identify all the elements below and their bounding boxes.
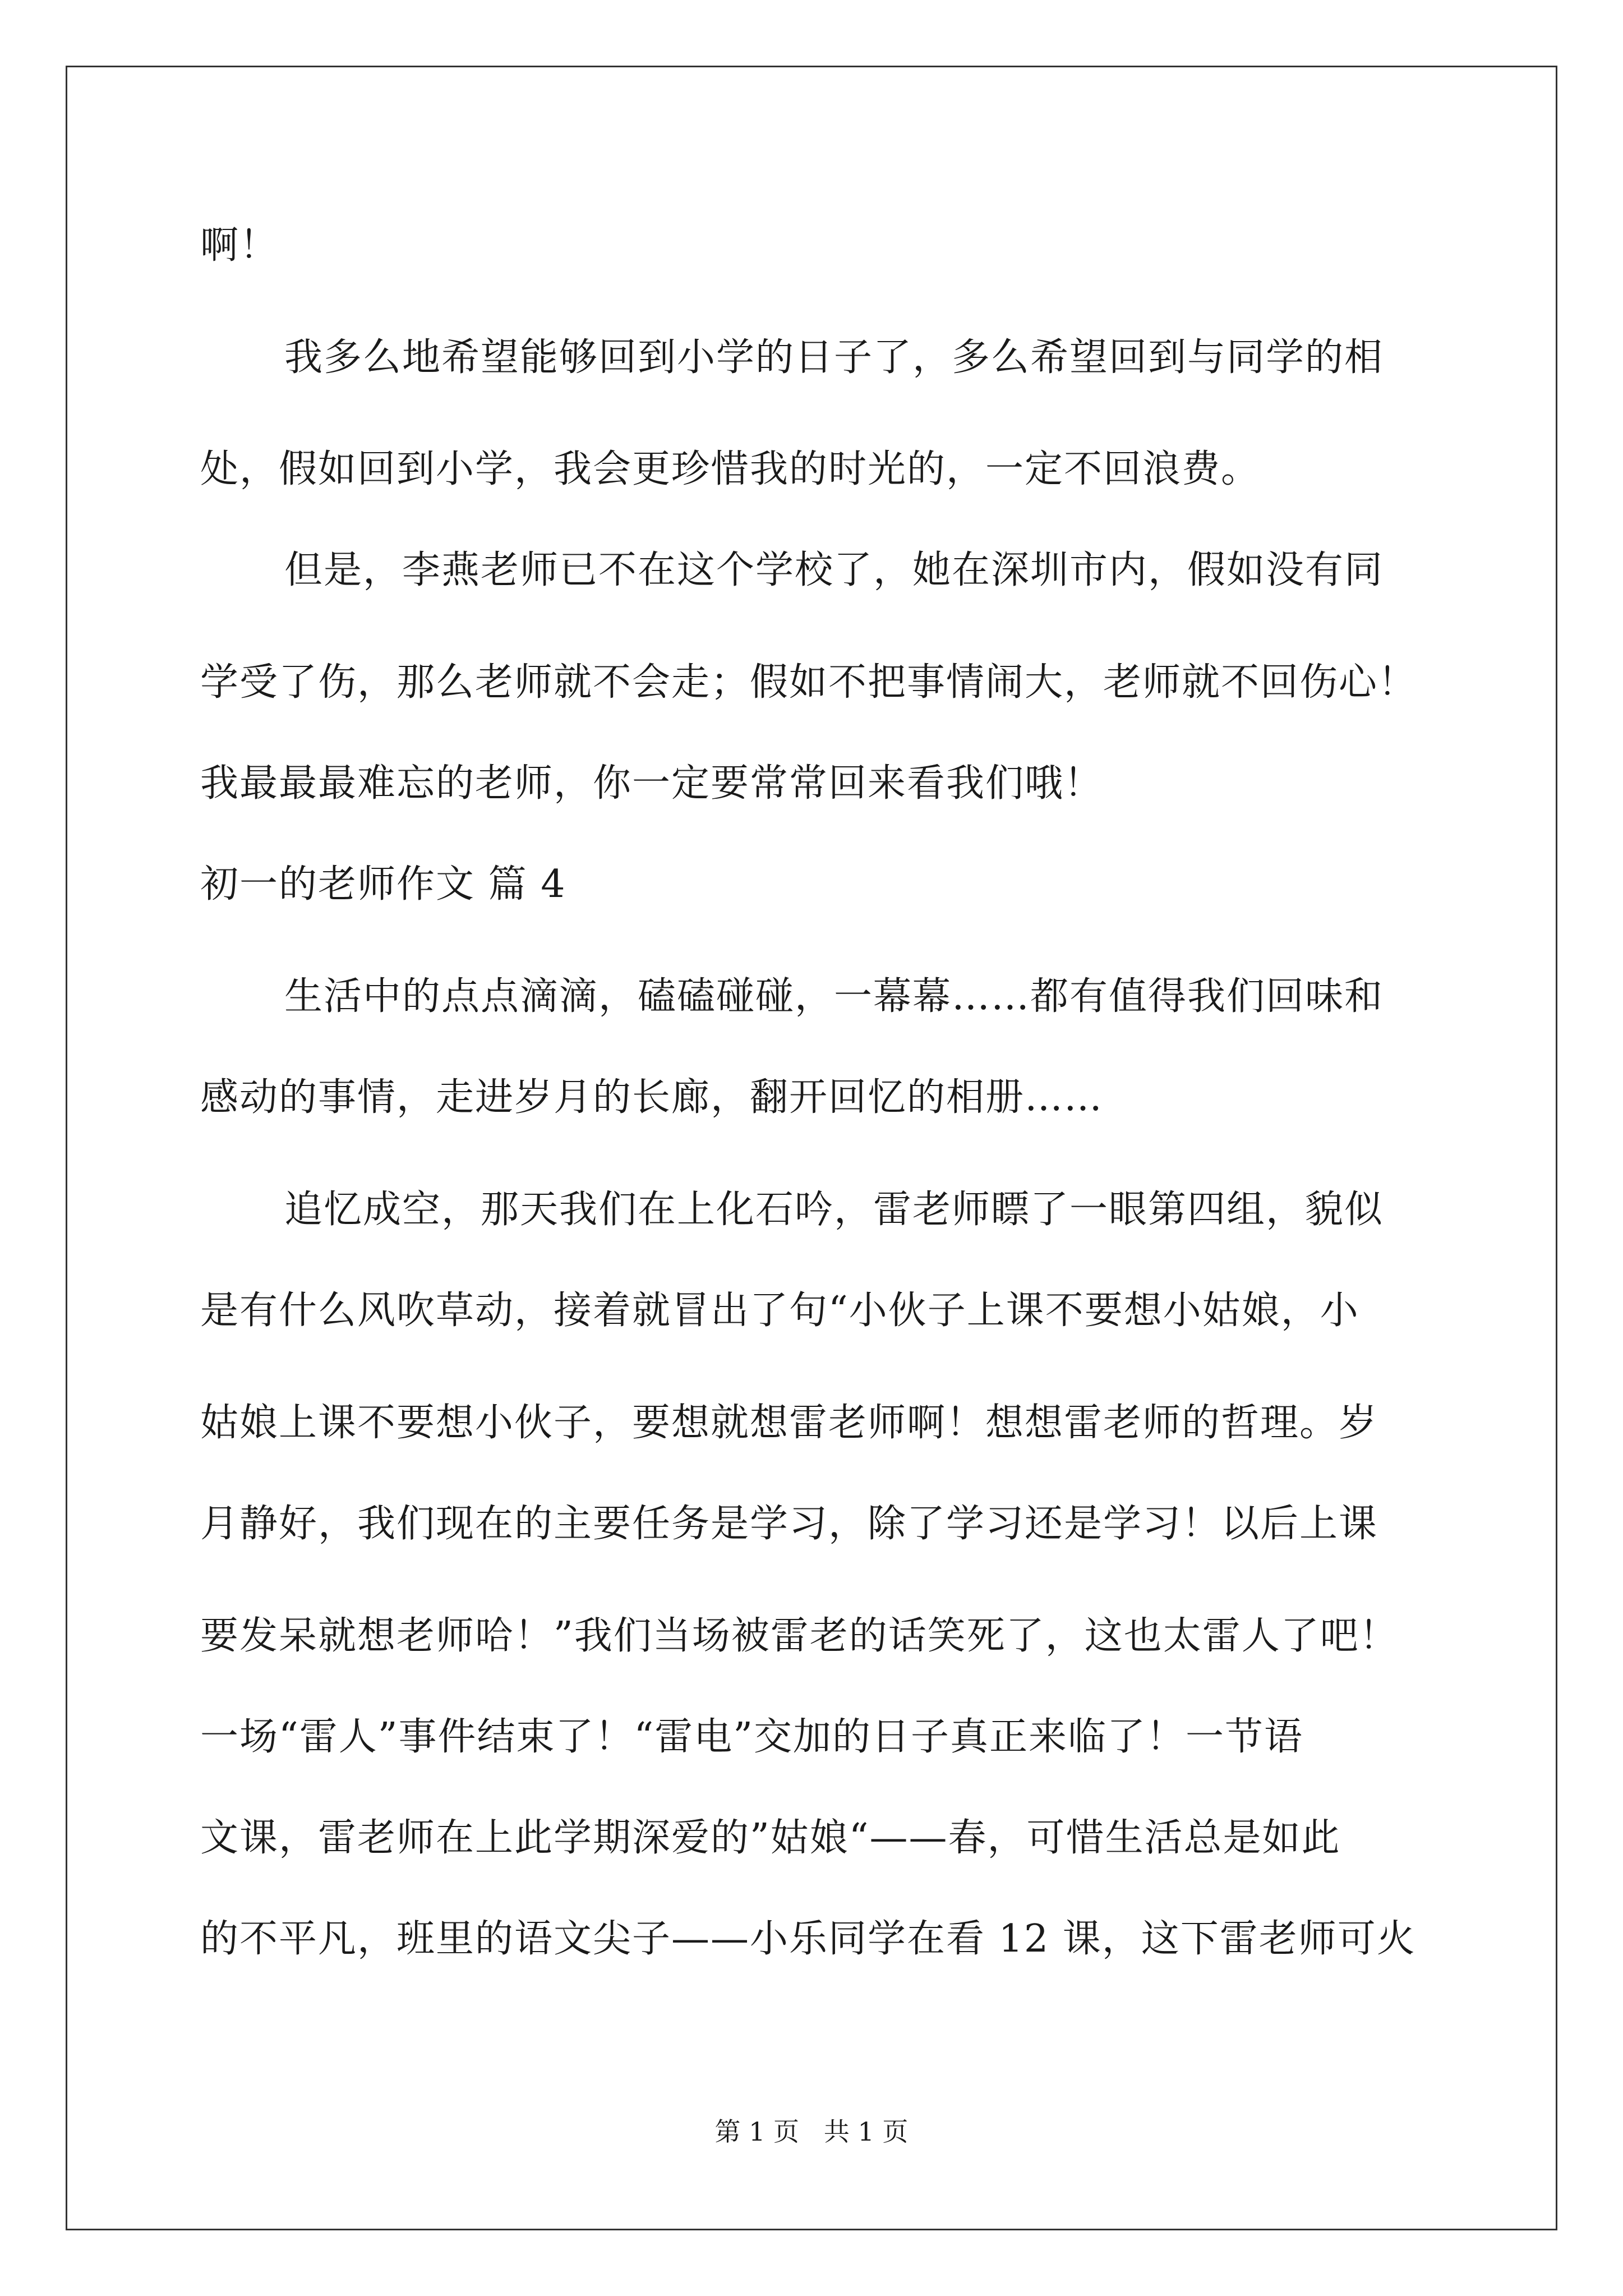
paragraph-line: 姑娘上课不要想小伙子，要想就想雷老师啊！想想雷老师的哲理。岁 [200,1401,1378,1445]
paragraph-line: 文课，雷老师在上此学期深爱的”姑娘“——春，可惜生活总是如此 [200,1816,1341,1860]
page-footer: 第 1 页 共 1 页 [714,2116,909,2147]
paragraph-line: 一场“雷人”事件结束了！“雷电”交加的日子真正来临了！一节语 [200,1715,1304,1759]
paragraph-line: 的不平凡，班里的语文尖子——小乐同学在看 12 课，这下雷老师可火 [200,1917,1416,1961]
paragraph-line: 要发呆就想老师哈！”我们当场被雷老的话笑死了，这也太雷人了吧！ [200,1614,1399,1658]
section-heading: 初一的老师作文 篇 4 [200,862,566,907]
page-border [66,66,1557,2230]
paragraph-line: 是有什么风吹草动，接着就冒出了句“小伙子上课不要想小姑娘，小 [200,1289,1359,1333]
paragraph-line: 处，假如回到小学，我会更珍惜我的时光的，一定不回浪费。 [200,447,1261,491]
paragraph-line: 我多么地希望能够回到小学的日子了，多么希望回到与同学的相 [284,335,1384,380]
paragraph-line: 啊！ [200,223,279,268]
paragraph-line: 月静好，我们现在的主要任务是学习，除了学习还是学习！以后上课 [200,1502,1378,1546]
paragraph-line: 生活中的点点滴滴，磕磕碰碰，一幕幕……都有值得我们回味和 [284,974,1384,1019]
paragraph-line: 我最最最难忘的老师，你一定要常常回来看我们哦！ [200,761,1104,806]
paragraph-line: 但是，李燕老师已不在这个学校了，她在深圳市内，假如没有同 [284,548,1384,592]
paragraph-line: 学受了伤，那么老师就不会走；假如不把事情闹大，老师就不回伤心！ [200,660,1418,705]
paragraph-line: 追忆成空，那天我们在上化石吟，雷老师瞟了一眼第四组，貌似 [284,1188,1384,1232]
paragraph-line: 感动的事情，走进岁月的长廊，翻开回忆的相册…… [200,1075,1104,1120]
